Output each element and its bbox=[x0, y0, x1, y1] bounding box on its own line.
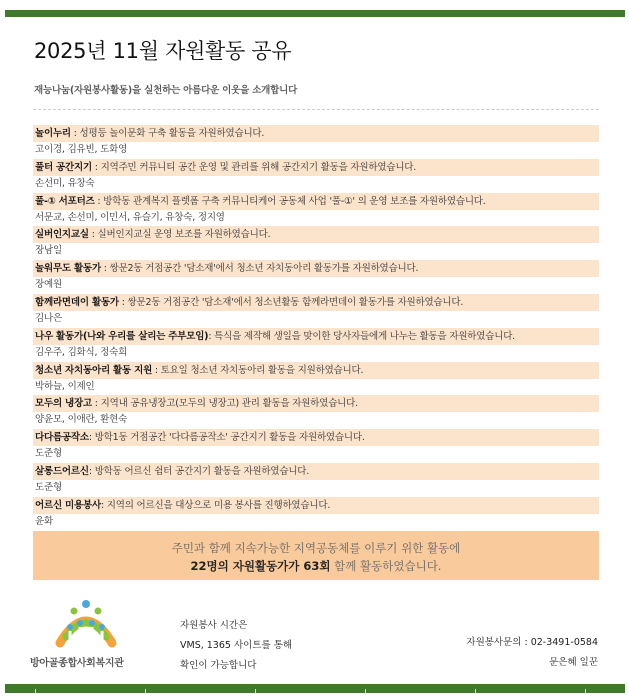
contact-info bbox=[440, 633, 598, 673]
info-line-3: 확인이 가능합니다 bbox=[180, 660, 257, 671]
dashed-divider bbox=[33, 109, 599, 110]
bar-tick bbox=[585, 689, 586, 693]
activity-name: 실버인지교실 bbox=[35, 229, 89, 241]
activity-name: 살롱드어르신 bbox=[35, 465, 89, 477]
bar-tick bbox=[475, 689, 476, 693]
top-accent-bar bbox=[5, 10, 625, 17]
activity-description: : 쌍문2동 거점공간 '담소재'에서 청소년활동 함께라면데이 활동가를 자원하였습니다. bbox=[118, 296, 464, 308]
summary-highlight: 22명의 자원활동가가 63회 bbox=[190, 559, 331, 573]
bar-tick bbox=[255, 689, 256, 693]
activity-name: 풀터 공간지기 bbox=[35, 161, 92, 173]
activity-name: 다다름공작소 bbox=[35, 432, 89, 444]
activity-description: : 방학동 관계복지 플렛폼 구축 커뮤니티케어 공동체 사업 '풀-①' 의 운영 보조를 자원하였습니다. bbox=[94, 195, 486, 207]
bottom-accent-bar bbox=[5, 684, 625, 693]
summary-box bbox=[33, 531, 599, 580]
activity-volunteers: 박하늘, 이제인 bbox=[35, 380, 95, 392]
activity-description: : 토요일 청소년 자치동아리 활동을 지원하였습니다. bbox=[152, 364, 364, 376]
activity-row bbox=[33, 463, 599, 480]
activity-volunteers: 장남일 bbox=[35, 245, 62, 257]
activity-volunteers: 도준형 bbox=[35, 448, 62, 460]
activity-row bbox=[33, 294, 599, 311]
bar-tick bbox=[145, 689, 146, 693]
activity-row bbox=[33, 260, 599, 277]
page-title: 2025년 11월 자원활동 공유 bbox=[34, 39, 292, 63]
info-line-2: VMS, 1365 사이트를 통해 bbox=[180, 640, 293, 651]
page-subtitle: 재능나눔(자원봉사활동)을 실천하는 아름다운 이웃을 소개합니다 bbox=[34, 85, 298, 96]
activity-row bbox=[33, 395, 599, 412]
activity-row bbox=[33, 362, 599, 379]
activity-row bbox=[33, 429, 599, 446]
activity-volunteers: 고이경, 김유빈, 도화영 bbox=[35, 144, 128, 155]
activity-description: : 지역내 공유냉장고(모두의 냉장고) 관리 활동을 자원하였습니다. bbox=[91, 398, 358, 410]
summary-line-2 bbox=[33, 556, 599, 574]
activity-row bbox=[33, 125, 599, 142]
summary-line-1: 주민과 함께 지속가능한 지역공동체를 이루기 위한 활동에 bbox=[171, 541, 461, 555]
activity-volunteers: 도준형 bbox=[35, 481, 62, 493]
activity-volunteers: 양윤모, 이애란, 환현숙 bbox=[35, 414, 128, 426]
activity-list bbox=[33, 125, 599, 531]
activity-row bbox=[33, 497, 599, 514]
activity-row bbox=[33, 226, 599, 243]
activity-description: : 방학1동 거점공간 '다다름공작소' 공간지기 활동을 자원하였습니다. bbox=[88, 432, 365, 444]
activity-description: : 지역주민 커뮤니티 공간 운영 및 관리를 위해 공간지기 활동을 자원하였습니다. bbox=[91, 161, 417, 173]
org-name: 방아골종합사회복지관 bbox=[30, 658, 124, 669]
info-line-1: 자원봉사 시간은 bbox=[180, 620, 248, 631]
bar-tick bbox=[365, 689, 366, 693]
activity-name: 모두의 냉장고 bbox=[35, 398, 92, 410]
activity-volunteers: 손선미, 유창숙 bbox=[35, 177, 95, 189]
activity-volunteers: 김나은 bbox=[35, 312, 62, 324]
activity-row bbox=[33, 328, 599, 345]
summary-line-2-rest: 함께 활동하였습니다. bbox=[330, 559, 442, 573]
activity-name: 나우 활동가(나와 우리를 살리는 주부모임) bbox=[35, 330, 209, 342]
activity-volunteers: 서문교, 손선미, 이민서, 유슬기, 유창숙, 정지영 bbox=[35, 211, 225, 223]
activity-name: 놀이누리 bbox=[35, 128, 71, 139]
activity-name: 청소년 자치동아리 활동 지원 bbox=[35, 364, 153, 376]
activity-description: : 쌍문2동 거점공간 '담소재'에서 청소년 자치동아리 활동가를 자원하였습니다. bbox=[100, 263, 419, 275]
activity-name: 놀워무도 활동가 bbox=[35, 263, 101, 275]
activity-name: 함께라면데이 활동가 bbox=[35, 296, 119, 308]
activity-row bbox=[33, 159, 599, 176]
bar-tick bbox=[35, 689, 36, 693]
activity-volunteers: 김우주, 김화식, 정숙희 bbox=[35, 346, 128, 358]
activity-row bbox=[33, 193, 599, 210]
activity-volunteers: 장예원 bbox=[35, 279, 62, 291]
activity-description: : 성평등 놀이문화 구축 활동을 자원하였습니다. bbox=[70, 128, 265, 139]
contact-person: 문은혜 일꾼 bbox=[549, 657, 598, 668]
contact-phone: 자원봉사문의 : 02-3491-0584 bbox=[466, 637, 598, 648]
volunteer-hours-info bbox=[180, 616, 292, 676]
activity-description: : 실버인지교실 운영 보조를 자원하였습니다. bbox=[88, 229, 271, 241]
activity-description: : 특식을 제작해 생일을 맞이한 당사자들에게 나누는 활동을 자원하였습니다. bbox=[208, 330, 515, 342]
activity-description: : 방학동 어르신 쉼터 공간지기 활동을 자원하였습니다. bbox=[88, 465, 310, 477]
activity-name: 풀-① 서포터즈 bbox=[35, 195, 95, 207]
activity-volunteers: 윤화 bbox=[35, 515, 53, 527]
activity-name: 어르신 미용봉사 bbox=[35, 499, 101, 511]
activity-description: : 지역의 어르신을 대상으로 미용 봉사를 진행하였습니다. bbox=[100, 499, 331, 511]
